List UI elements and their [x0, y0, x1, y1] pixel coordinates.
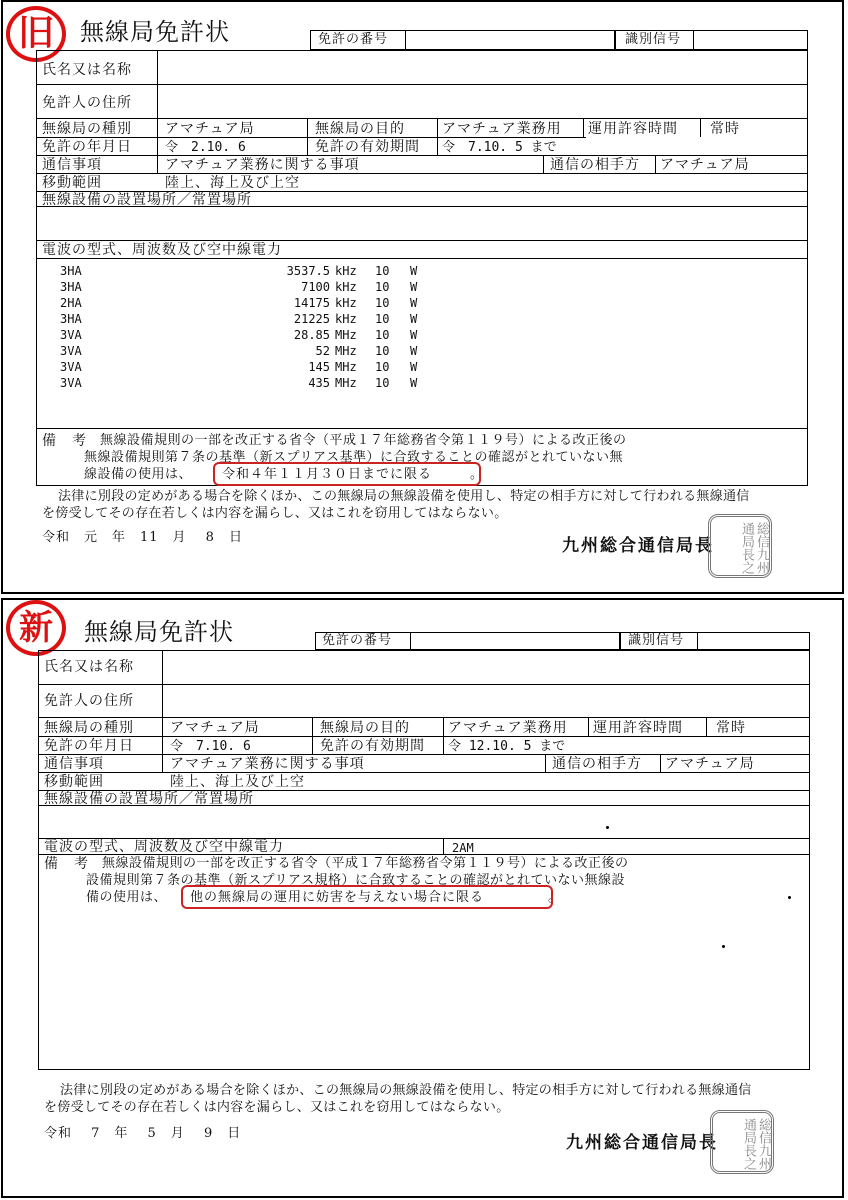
- old-comm: アマチュア業務に関する事項: [165, 157, 360, 173]
- emission-type: 3HA: [60, 280, 82, 294]
- new-op-time-label: 運用許容時間: [593, 720, 683, 736]
- emission-power: 10: [375, 296, 390, 310]
- emission-unit: MHz: [335, 344, 357, 358]
- scan-dot: [606, 826, 609, 829]
- new-remarks-highlight: 他の無線局の運用に妨害を与えない場合に限る: [190, 890, 485, 905]
- emission-freq: 145: [308, 360, 330, 374]
- new-name-label: 氏名又は名称: [44, 659, 134, 675]
- emission-power: 10: [375, 264, 390, 278]
- emission-type: 3HA: [60, 264, 82, 278]
- emission-type: 2HA: [60, 296, 82, 310]
- old-address-label: 免許人の住所: [42, 95, 132, 111]
- new-badge: 新: [6, 600, 66, 656]
- emission-type: 3VA: [60, 344, 82, 358]
- new-station-type-label: 無線局の種別: [44, 720, 134, 736]
- emission-type: 3HA: [60, 312, 82, 326]
- emission-freq: 3537.5: [286, 264, 330, 278]
- emission-power: 10: [375, 360, 390, 374]
- old-main-table: [36, 50, 808, 486]
- new-comm: アマチュア業務に関する事項: [170, 756, 365, 772]
- new-date: 令 7.10. 6: [170, 739, 251, 754]
- emission-type: 3VA: [60, 328, 82, 342]
- emission-power: 10: [375, 344, 390, 358]
- emission-power-unit: W: [410, 264, 418, 278]
- old-issuer: 九州総合通信局長: [562, 536, 714, 556]
- emission-unit: kHz: [335, 312, 357, 326]
- new-issue-date: 令和 7 年 5 月 9 日: [44, 1126, 242, 1141]
- new-emission: 2AM: [452, 841, 474, 855]
- emission-freq: 7100: [301, 280, 330, 294]
- new-station-type: アマチュア局: [170, 720, 260, 736]
- old-date-label: 免許の年月日: [42, 139, 132, 155]
- emission-power: 10: [375, 328, 390, 342]
- new-law-line1: 法律に別段の定めがある場合を除くほか、この無線局の無線設備を使用し、特定の相手方に対して行われる無線通信: [60, 1083, 752, 1098]
- emission-type: 3VA: [60, 376, 82, 390]
- emission-freq: 28.85: [293, 328, 330, 342]
- old-location-label: 無線設備の設置場所／常置場所: [42, 192, 252, 208]
- old-radio-label: 電波の型式、周波数及び空中線電力: [42, 242, 282, 258]
- old-station-type-label: 無線局の種別: [42, 121, 132, 137]
- emission-unit: kHz: [335, 296, 357, 310]
- old-purpose: アマチュア業務用: [442, 121, 562, 137]
- emission-power-unit: W: [410, 376, 418, 390]
- new-seal: 総信九州通局長之: [710, 1110, 774, 1174]
- old-highlight-box: [213, 462, 481, 486]
- new-purpose: アマチュア業務用: [448, 720, 568, 736]
- old-remarks-label: 備 考: [42, 433, 87, 449]
- emission-freq: 14175: [293, 296, 330, 310]
- new-remarks-label: 備 考: [44, 856, 89, 872]
- old-station-type: アマチュア局: [165, 121, 255, 137]
- new-partner-label: 通信の相手方: [552, 756, 642, 772]
- old-comm-label: 通信事項: [42, 157, 102, 173]
- old-op-time: 常時: [710, 121, 740, 137]
- scan-dot: [788, 896, 791, 899]
- old-op-time-label: 運用許容時間: [588, 121, 678, 137]
- emission-type: 3VA: [60, 360, 82, 374]
- old-purpose-label: 無線局の目的: [315, 121, 405, 137]
- old-seal: 総信九州通局長之: [708, 514, 772, 578]
- new-comm-label: 通信事項: [44, 756, 104, 772]
- new-validity-label: 免許の有効期間: [320, 738, 425, 754]
- new-mobile-label: 移動範囲: [44, 774, 104, 790]
- new-op-time: 常時: [716, 720, 746, 736]
- new-highlight-box: [181, 885, 553, 909]
- new-date-label: 免許の年月日: [44, 738, 134, 754]
- old-remarks-line3c: 。: [470, 467, 485, 482]
- emission-power-unit: W: [410, 280, 418, 294]
- new-remarks-line3c: 。: [548, 890, 563, 905]
- old-law-line2: を傍受してその存在若しくは内容を漏らし、又はこれを窃用してはならない。: [42, 506, 508, 521]
- emission-power-unit: W: [410, 344, 418, 358]
- old-partner: アマチュア局: [660, 157, 750, 173]
- new-purpose-label: 無線局の目的: [320, 720, 410, 736]
- old-issue-date: 令和 元 年 11 月 8 日: [42, 530, 243, 545]
- new-address-label: 免許人の住所: [44, 693, 134, 709]
- emission-unit: MHz: [335, 376, 357, 390]
- new-mobile: 陸上、海上及び上空: [170, 774, 305, 790]
- emission-unit: kHz: [335, 264, 357, 278]
- old-date: 令 2.10. 6: [165, 140, 246, 155]
- emission-power-unit: W: [410, 296, 418, 310]
- old-title: 無線局免許状: [80, 18, 230, 46]
- old-partner-label: 通信の相手方: [550, 157, 640, 173]
- emission-unit: MHz: [335, 360, 357, 374]
- new-remarks-line2: 設備規則第７条の基準（新スプリアス規格）に合致することの確認がとれていない無線設: [86, 873, 625, 888]
- emission-unit: MHz: [335, 328, 357, 342]
- emission-power: 10: [375, 376, 390, 390]
- old-remarks-line3a: 線設備の使用は、: [84, 467, 193, 482]
- new-location-label: 無線設備の設置場所／常置場所: [44, 791, 254, 807]
- emission-power: 10: [375, 312, 390, 326]
- old-mobile: 陸上、海上及び上空: [165, 175, 300, 191]
- old-validity: 令 7.10. 5 まで: [442, 140, 557, 155]
- scan-dot: [722, 945, 725, 948]
- emission-freq: 435: [308, 376, 330, 390]
- new-callsign-label: 識別信号: [628, 633, 685, 648]
- emission-freq: 21225: [293, 312, 330, 326]
- old-mobile-label: 移動範囲: [42, 175, 102, 191]
- new-law-line2: を傍受してその存在若しくは内容を漏らし、又はこれを窃用してはならない。: [44, 1100, 510, 1115]
- old-badge: 旧: [6, 6, 66, 62]
- old-law-line1: 法律に別段の定めがある場合を除くほか、この無線局の無線設備を使用し、特定の相手方に対して行われる無線通信: [58, 489, 750, 504]
- emission-power-unit: W: [410, 312, 418, 326]
- emission-power-unit: W: [410, 360, 418, 374]
- new-title: 無線局免許状: [84, 618, 234, 646]
- old-name-label: 氏名又は名称: [42, 62, 132, 78]
- new-remarks-line1: 無線設備規則の一部を改正する省令（平成１７年総務省令第１１９号）による改正後の: [102, 856, 629, 871]
- old-callsign-label: 識別信号: [625, 32, 682, 47]
- emission-freq: 52: [315, 344, 330, 358]
- new-radio-label: 電波の型式、周波数及び空中線電力: [44, 839, 284, 855]
- new-issuer: 九州総合通信局長: [566, 1133, 718, 1153]
- emission-power: 10: [375, 280, 390, 294]
- old-remarks-line2: 無線設備規則第７条の基準（新スプリアス基準）に合致することの確認がとれていない無: [84, 450, 623, 465]
- emission-unit: kHz: [335, 280, 357, 294]
- new-license-number-label: 免許の番号: [322, 633, 393, 648]
- new-remarks-line3a: 備の使用は、: [86, 890, 168, 905]
- old-remarks-line1: 無線設備規則の一部を改正する省令（平成１７年総務省令第１１９号）による改正後の: [100, 433, 627, 448]
- old-remarks-highlight: 令和４年１１月３０日までに限る: [222, 467, 433, 482]
- old-validity-label: 免許の有効期間: [315, 139, 420, 155]
- new-validity: 令 12.10. 5 まで: [448, 739, 566, 754]
- old-license-number-label: 免許の番号: [318, 32, 389, 47]
- emission-power-unit: W: [410, 328, 418, 342]
- new-partner: アマチュア局: [665, 756, 755, 772]
